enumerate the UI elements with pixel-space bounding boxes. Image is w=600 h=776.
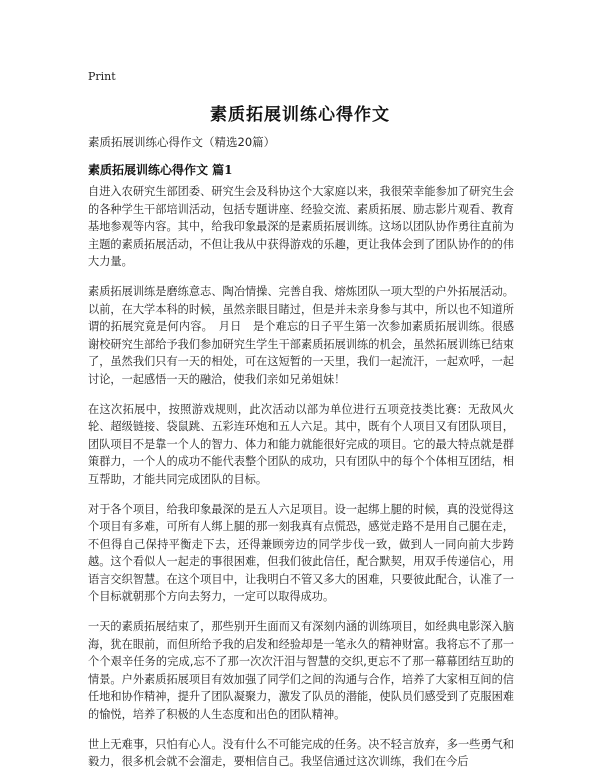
section-heading: 素质拓展训练心得作文 篇1 (88, 163, 233, 177)
paragraph-2: 素质拓展训练是磨练意志、陶冶情操、完善自我、熔炼团队一项大型的户外拓展活动。以前，在大学本科的时候，虽然亲眼目睹过，但是并未亲身参与其中，所以也不知道所谓的拓展究竟是何内容。 月日 是个难忘的日子平生第一次参加素质拓展训练。很感谢校研究生部给予我们参加研究生学生干部素质拓展训练的机会，虽然拓展训练已结束了，虽然我们只有一天的相处，可在这短暂的一天里，我们一起流汗，一起欢呼，一起讨论，一起感悟一天的融洽，使我们亲如兄弟姐妹！ (88, 284, 514, 386)
paragraph-3: 在这次拓展中，按照游戏规则，此次活动以部为单位进行五项竞技类比赛：无敌风火轮、超级链接、袋鼠跳、五彩连环炮和五人六足。其中，既有个人项目又有团队项目，团队项目不是靠一个人的智力、体力和能力就能很好完成的项目。它的最大特点就是群策群力，一个人的成功不能代表整个团队的成功，只有团队中的每个个体相互团结，相互帮助，才能共同完成团队的目标。 (88, 402, 514, 486)
paragraph-4: 对于各个项目，给我印象最深的是五人六足项目。设一起绑上腿的时候，真的没觉得这个项目有多难，可所有人绑上腿的那一刻我真有点慌恐，感觉走路不是用自己腿在走，不但得自己保持平衡走下去，还得兼顾旁边的同学步伐一致，做到人一同向前大步跨越。这个看似人一起走的事很困难，但我们彼此信任，配合默契，用双手传递信心，用语言交织智慧。在这个项目中，让我明白不管又多大的困难，只要彼此配合，认准了一个目标就朝那个方向去努力，一定可以取得成功。 (88, 502, 514, 604)
document-subtitle: 素质拓展训练心得作文（精选20篇） (88, 135, 276, 149)
paragraph-1: 自进入农研究生部团委、研究生会及科协这个大家庭以来，我很荣幸能参加了研究生会的各种学生干部培训活动，包括专题讲座、经验交流、素质拓展、励志影片观看、教育基地参观等内容。其中，给我印象最深的是素质拓展训练。这场以团队协作勇往直前为主题的素质拓展活动，不但让我从中获得游戏的乐趣，更让我体会到了团队协作的的伟大力量。 (88, 185, 514, 269)
print-label[interactable]: Print (88, 70, 116, 83)
page-title: 素质拓展训练心得作文 (210, 105, 390, 125)
paragraph-5: 一天的素质拓展结束了，那些别开生面而又有深刻内涵的训练项目，如经典电影深入脑海，犹在眼前，而但所给予我的启发和经验却是一笔永久的精神财富。我将忘不了那一个个艰辛任务的完成,忘不了那一次次汗泪与智慧的交织,更忘不了那一幕幕团结互助的情景。户外素质拓展项目有效加强了同学们之间的沟通与合作，培养了大家相互间的信任地和协作精神，提升了团队凝聚力，激发了队员的潜能，使队员们感受到了克服困难的愉悦，培养了积极的人生态度和出色的团队精神。 (88, 620, 514, 722)
article-body (88, 183, 514, 776)
paragraph-6: 世上无难事，只怕有心人。没有什么不可能完成的任务。决不轻言放弃，多一些勇气和毅力，很多机会就不会溜走，要相信自己。我坚信通过这次训练，我们在今后 (88, 737, 514, 769)
